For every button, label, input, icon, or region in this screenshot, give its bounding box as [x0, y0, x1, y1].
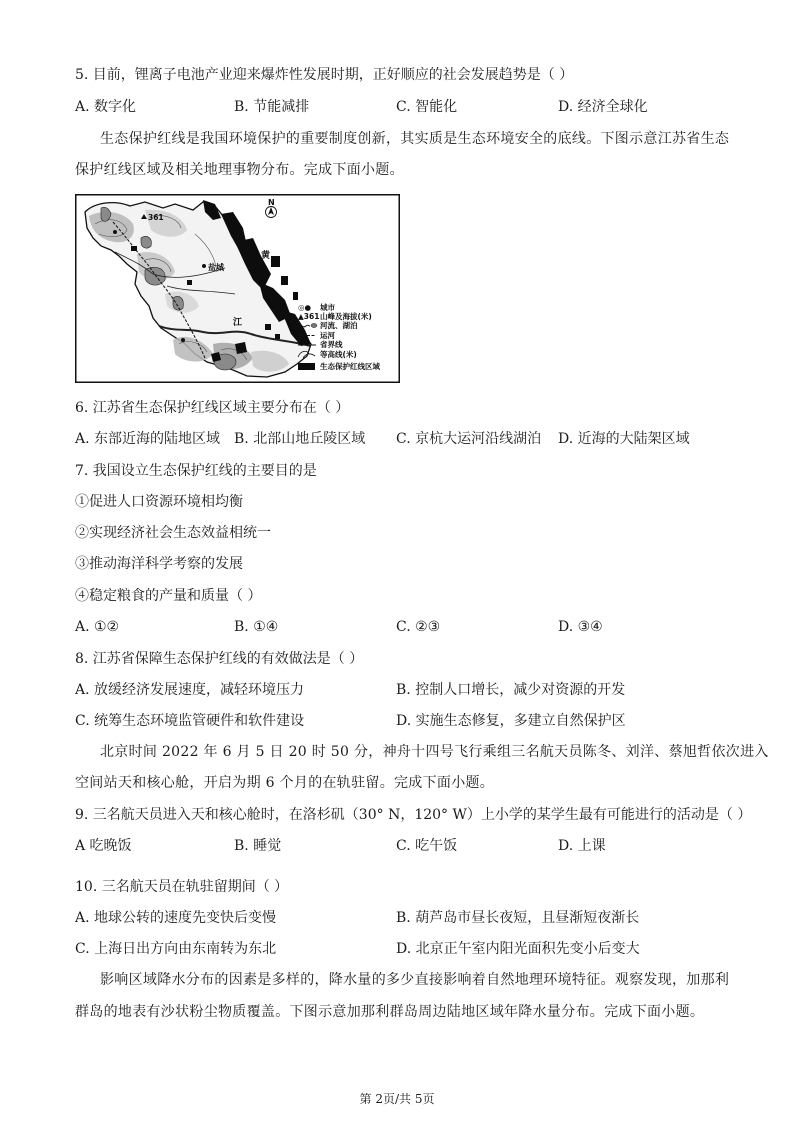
- legend-boundary-label: 省界线: [320, 340, 343, 349]
- q5-option-c[interactable]: C. 智能化: [396, 99, 458, 115]
- q8-option-d[interactable]: D. 实施生态修复，多建立自然保护区: [396, 713, 626, 729]
- legend-city-label: 城市: [320, 303, 335, 312]
- legend-peak-symbol: ▲361: [298, 312, 320, 321]
- river-label: 江: [233, 318, 243, 328]
- q5-option-b[interactable]: B. 节能减排: [234, 99, 310, 115]
- q8-option-a[interactable]: A. 放缓经济发展速度，减轻环境压力: [75, 682, 305, 698]
- q10-option-c[interactable]: C. 上海日出方向由东南转为东北: [75, 941, 277, 957]
- q8-option-c[interactable]: C. 统筹生态环境监管硬件和软件建设: [75, 713, 305, 729]
- q5-stem: 5. 目前，锂离子电池产业迎来爆炸性发展时期，正好顺应的社会发展趋势是（ ）: [75, 67, 574, 83]
- legend-lake-icon: [311, 324, 317, 328]
- q6-option-c[interactable]: C. 京杭大运河沿线湖泊: [396, 431, 542, 447]
- q10-option-d[interactable]: D. 北京正午室内阳光面积先变小后变大: [396, 941, 640, 957]
- q7-option-a[interactable]: A. ①②: [75, 619, 120, 635]
- page-number: 第 2页/共 5页: [359, 1092, 435, 1106]
- q6-option-a[interactable]: A. 东部近海的陆地区域: [75, 431, 221, 447]
- legend-redline-icon: [298, 363, 315, 370]
- q7-statement-1: ①促进人口资源环境相均衡: [75, 494, 243, 510]
- legend-city-symbol: ◎●: [298, 303, 312, 312]
- q7-statement-4: ④稳定粮食的产量和质量（ ）: [75, 588, 262, 604]
- q7-option-d[interactable]: D. ③④: [558, 619, 603, 635]
- legend-redline-label: 生态保护红线区域: [320, 362, 380, 371]
- q7-option-c[interactable]: C. ②③: [396, 619, 441, 635]
- q9-option-d[interactable]: D. 上课: [558, 838, 606, 854]
- jiangsu-redline-map: [75, 194, 400, 383]
- passage-line: 北京时间 2022 年 6 月 5 日 20 时 50 分，神舟十四号飞行乘组三名航天员陈冬、刘洋、蔡旭哲依次进入: [100, 744, 769, 760]
- north-label: N: [268, 198, 275, 207]
- q9-option-b[interactable]: B. 睡觉: [234, 838, 282, 854]
- q6-option-d[interactable]: D. 近海的大陆架区域: [558, 431, 690, 447]
- city-label-yancheng: 盐城: [208, 263, 224, 272]
- legend-river-label: 河流、湖泊: [320, 321, 358, 330]
- q9-stem: 9. 三名航天员进入天和核心舱时，在洛杉矶（30° N，120° W）上小学的某学生最有可能进行的活动是（ ）: [75, 807, 752, 823]
- passage-line: 影响区域降水分布的因素是多样的，降水量的多少直接影响着自然地理环境特征。观察发现，加那利: [100, 972, 730, 988]
- q5-option-a[interactable]: A. 数字化: [75, 99, 137, 115]
- q6-stem: 6. 江苏省生态保护红线区域主要分布在（ ）: [75, 400, 350, 416]
- q9-option-c[interactable]: C. 吃午饭: [396, 838, 458, 854]
- q10-stem: 10. 三名航天员在轨驻留期间（ ）: [75, 879, 289, 895]
- q9-option-a[interactable]: A 吃晚饭: [75, 838, 132, 854]
- legend-peak-label: 山峰及海拔(米): [320, 312, 372, 321]
- q8-option-b[interactable]: B. 控制人口增长，减少对资源的开发: [396, 682, 626, 698]
- legend-contour-label: 等高线(米): [320, 350, 357, 359]
- legend-canal-label: 运河: [320, 331, 335, 340]
- passage-line: 空间站天和核心舱，开启为期 6 个月的在轨驻留。完成下面小题。: [75, 775, 495, 791]
- passage-line: 保护红线区域及相关地理事物分布。完成下面小题。: [75, 162, 404, 178]
- q10-option-a[interactable]: A. 地球公转的速度先变快后变慢: [75, 910, 277, 926]
- q7-option-b[interactable]: B. ①④: [234, 619, 279, 635]
- q7-statement-3: ③推动海洋科学考察的发展: [75, 556, 243, 572]
- q6-option-b[interactable]: B. 北部山地丘陵区域: [234, 431, 366, 447]
- q8-stem: 8. 江苏省保障生态保护红线的有效做法是（ ）: [75, 651, 364, 667]
- passage-line: 生态保护红线是我国环境保护的重要制度创新，其实质是生态环境安全的底线。下图示意江苏省生态: [100, 131, 730, 147]
- q7-statement-2: ②实现经济社会生态效益相统一: [75, 525, 271, 541]
- q7-stem: 7. 我国设立生态保护红线的主要目的是: [75, 463, 317, 479]
- sea-label: 黄: [261, 251, 271, 261]
- peak-elevation-label: 361: [148, 213, 164, 222]
- q10-option-b[interactable]: B. 葫芦岛市昼长夜短，且昼渐短夜渐长: [396, 910, 640, 926]
- passage-line: 群岛的地表有沙状粉尘物质覆盖。下图示意加那利群岛周边陆地区域年降水量分布。完成下面小题。: [75, 1004, 705, 1020]
- q5-option-d[interactable]: D. 经济全球化: [558, 99, 648, 115]
